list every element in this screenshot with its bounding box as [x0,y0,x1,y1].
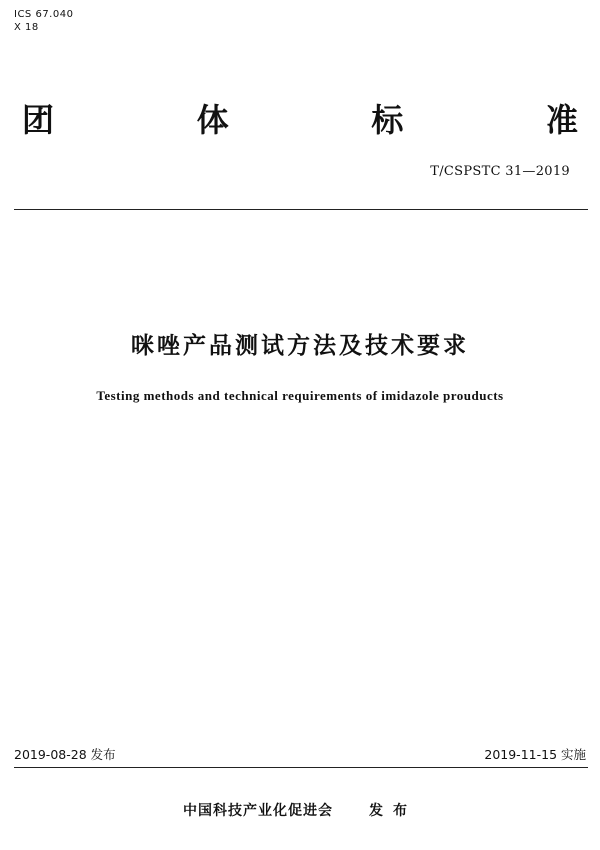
implementation-date: 2019-11-15 实施 [484,747,586,762]
ics-code: ICS 67.040 [14,9,74,20]
standard-type-char-2: 体 [196,101,229,139]
publisher-name: 中国科技产业化促进会 [183,803,333,819]
document-title-english: Testing methods and technical requirements of imidazole prouducts [96,388,504,403]
document-title-chinese: 咪唑产品测试方法及技术要求 [131,333,469,359]
ccs-code: X 18 [14,22,39,33]
top-divider [14,209,588,210]
standard-type-heading [22,100,578,140]
standard-number: T/CSPSTC 31—2019 [430,164,570,179]
issue-date: 2019-08-28 发布 [14,747,116,762]
standard-type-char-4: 准 [545,101,578,139]
standard-type-char-1: 团 [22,101,55,139]
publisher-line [0,800,600,820]
standard-type-char-3: 标 [371,101,404,139]
publish-verb: 发布 [369,803,417,819]
bottom-divider [14,767,588,768]
classification-codes [14,8,73,34]
